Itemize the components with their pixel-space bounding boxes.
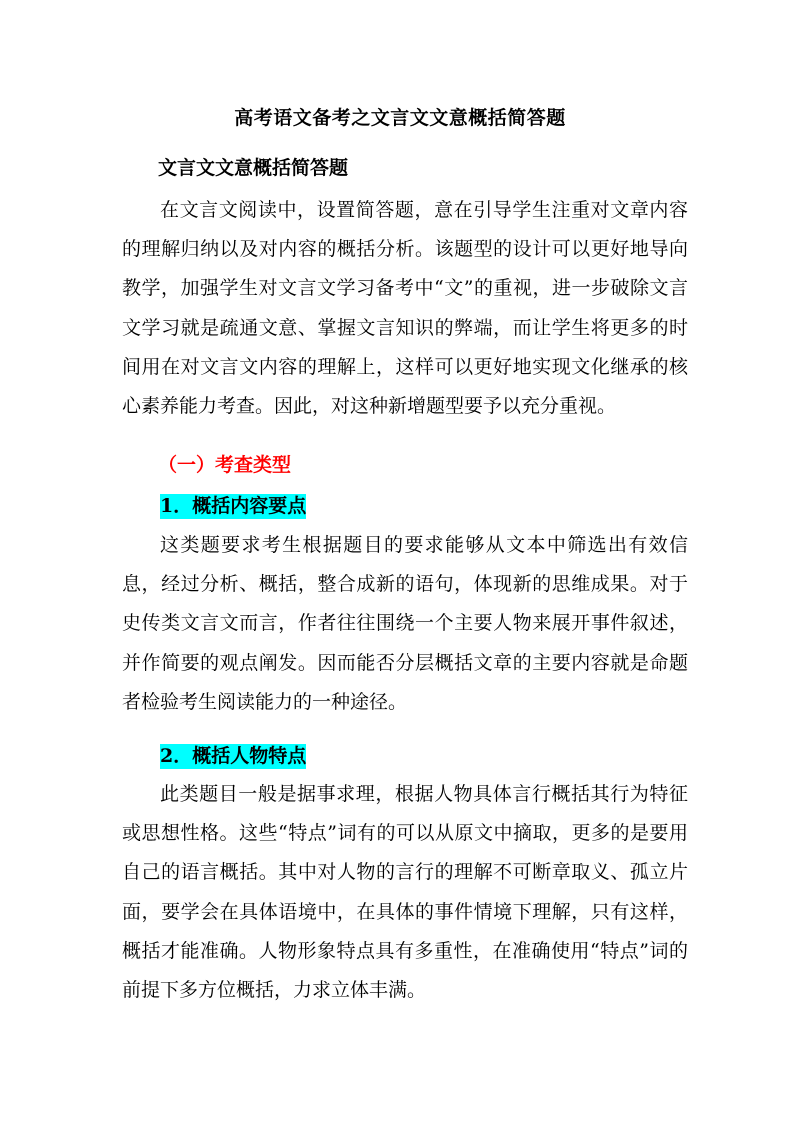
document-title: 高考语文备考之文言文文意概括简答题 bbox=[234, 107, 566, 129]
item-heading-1-text: 1．概括内容要点 bbox=[160, 495, 307, 517]
item-heading-2-text: 2．概括人物特点 bbox=[160, 745, 307, 767]
item-heading-1 bbox=[160, 491, 306, 518]
item-paragraph-2: 此类题目一般是据事求理，根据人物具体言行概括其行为特征或思想性格。这些“特点”词有的可以从原文中摘取，更多的是要用自己的语言概括。其中对人物的言行的理解不可断章取义、孤立片面，要学会在具体语境中，在具体的事件情境下理解，只有这样，概括才能准确。人物形象特点具有多重性，在准确使用“特点”词的前提下多方位概括，力求立体丰满。 bbox=[122, 783, 688, 1002]
item-heading-2 bbox=[160, 741, 306, 768]
intro-paragraph: 在文言文阅读中，设置简答题，意在引导学生注重对文章内容的理解归纳以及对内容的概括分析。该题型的设计可以更好地导向教学，加强学生对文言文学习备考中“文”的重视，进一步破除文言文学习就是疏通文意、掌握文言知识的弊端，而让学生将更多的时间用在对文言文内容的理解上，这样可以更好地实现文化继承的核心素养能力考查。因此，对这种新增题型要予以充分重视。 bbox=[122, 199, 688, 418]
document-subtitle: 文言文文意概括简答题 bbox=[158, 157, 349, 179]
section-heading: （一）考查类型 bbox=[158, 454, 292, 476]
item-paragraph-1: 这类题要求考生根据题目的要求能够从文本中筛选出有效信息，经过分析、概括，整合成新的语句，体现新的思维成果。对于史传类文言文而言，作者往往围绕一个主要人物来展开事件叙述，并作简要的观点阐发。因而能否分层概括文章的主要内容就是命题者检验考生阅读能力的一种途径。 bbox=[122, 534, 688, 713]
